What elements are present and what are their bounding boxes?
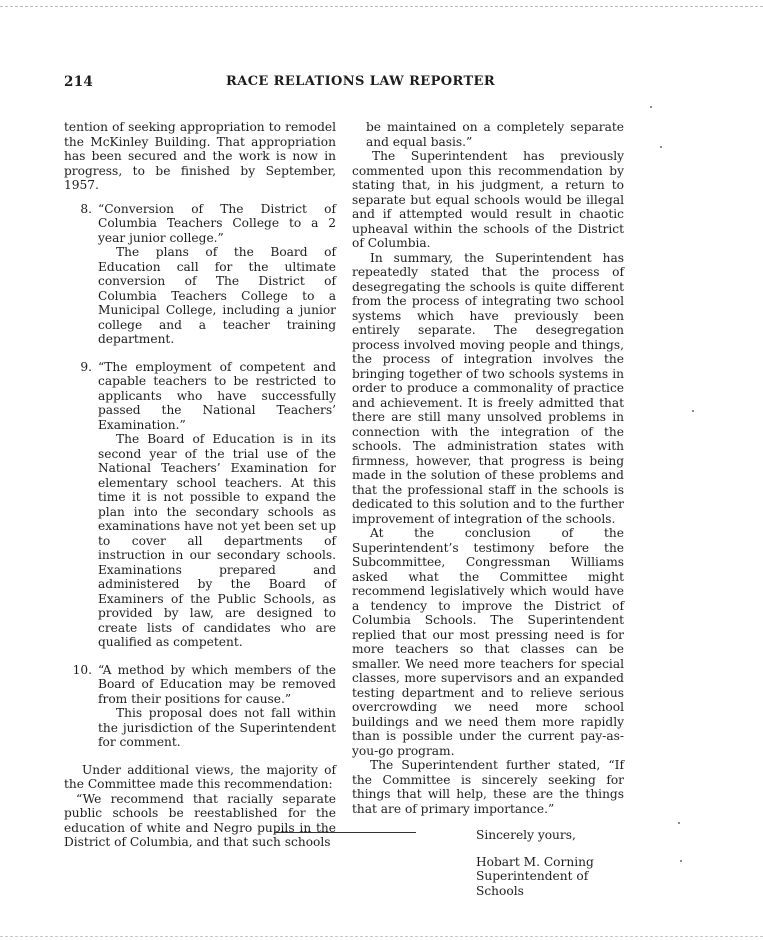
item-8-number: 8.: [80, 201, 92, 216]
additional-views-paragraph: Under additional views, the majority of the Committee made this recommendation:: [64, 762, 336, 791]
left-column: [64, 120, 336, 850]
scan-speck: [660, 146, 662, 148]
item-9-response: The Board of Education is in its second year of the trial use of the National Teachers’ Examination for elementary school teachers. At this time it is not possible to expand the plan into the secondary schools as examinations have not yet been set up to cover all departments of instruction in our secondary schools. Examinations prepared and administered by the Board of Examiners of the Public Schools, as provided by law, are designed to create lists of candidates who are qualified as competent.: [98, 432, 336, 649]
superintendent-comment: The Superintendent has previously commented upon this recommendation by stating that, in his judgment, a return to separate but equal schools would be illegal and if attempted would result in chaotic upheaval within the schools of the District of Columbia.: [352, 149, 624, 250]
further-statement-paragraph: The Superintendent further stated, “If the Committee is sincerely seeking for things that will help, these are the things that are of primary importance.”: [352, 758, 624, 816]
item-8-text: “Conversion of The District of Columbia Teachers College to a 2 year junior college.”: [98, 201, 336, 245]
signer-title: Superintendent of Schools: [476, 869, 589, 898]
item-10-number: 10.: [72, 662, 92, 677]
item-7-continuation: tention of seeking appropriation to remodel the McKinley Building. That appropriation has been secured and the work is now in progress, to be finished by September, 1957.: [64, 120, 336, 192]
scan-speck: [680, 860, 682, 862]
section-divider: [274, 832, 416, 833]
signature-block: [476, 828, 624, 898]
item-9-text: “The employment of competent and capable teachers to be restricted to applicants who have successfully passed the National Teachers’ Examination.”: [98, 359, 336, 432]
right-column: [352, 120, 624, 898]
list-item-9: [64, 360, 336, 650]
summary-paragraph: In summary, the Superintendent has repeatedly stated that the process of desegregating the schools is quite different from the process of integrating two school systems which have previously been entirely separate. The desegregation process involved moving people and things, the process of integration involves the bringing together of two schools systems in order to produce a commonality of practice and achievement. It is freely admitted that there are still many unsolved problems in connection with the integration of the schools. The administration states with firmness, however, that progress is being made in the solution of these problems and that the professional staff in the schools is dedicated to this solution and to the further improvement of integration of the schools.: [352, 250, 624, 526]
scan-speck: [678, 822, 680, 824]
item-8-response: The plans of the Board of Education call for the ultimate conversion of The District of Columbia Teachers College to a Municipal College, including a junior college and a teacher training department.: [98, 245, 336, 346]
closing-salutation: Sincerely yours,: [476, 828, 576, 842]
page-number: 214: [64, 74, 94, 90]
signer-name: Hobart M. Corning: [476, 854, 594, 869]
conclusion-paragraph: At the conclusion of the Superintendent’s testimony before the Subcommittee, Congressman Williams asked what the Committee might recommend legislatively which would have a tendency to improve the District of Columbia Schools. The Superintendent replied that our most pressing need is for more teachers so that classes can be smaller. We need more teachers for special classes, more supervisors and an expanded testing department and to relieve serious overcrowding we need more school buildings and we need them more rapidly than is possible under the current pay-as-you-go program.: [352, 526, 624, 758]
running-head: RACE RELATIONS LAW REPORTER: [226, 74, 496, 89]
scan-speck: [650, 106, 652, 108]
item-10-text: “A method by which members of the Board of Education may be removed from their positions for cause.”: [98, 662, 336, 706]
bottom-border: [0, 936, 763, 937]
list-item-8: [64, 202, 336, 347]
recommendation-quote: “We recommend that racially separate public schools be reestablished for the education of white and Negro pupils in the District of Columbia, and that such schools: [64, 791, 336, 849]
item-9-number: 9.: [80, 359, 92, 374]
recommendation-continuation: be maintained on a completely separate and equal basis.”: [366, 120, 624, 149]
item-10-response: This proposal does not fall within the jurisdiction of the Superintendent for comment.: [98, 706, 336, 749]
scan-speck: [692, 410, 694, 412]
top-border: [0, 6, 763, 7]
list-item-10: [64, 663, 336, 750]
